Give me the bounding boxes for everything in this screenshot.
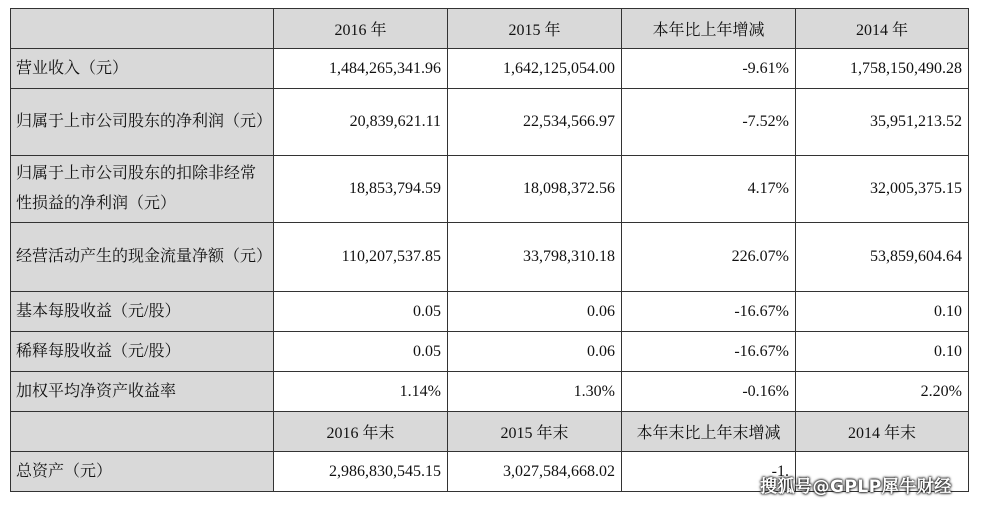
value-2015: 0.06	[448, 332, 622, 372]
header-2016: 2016 年	[274, 9, 448, 49]
financial-summary-table	[10, 8, 969, 492]
value-change: -9.61%	[622, 49, 796, 89]
value-2016: 0.05	[274, 292, 448, 332]
header-2015: 2015 年	[448, 9, 622, 49]
row-label: 经营活动产生的现金流量净额（元）	[11, 223, 274, 292]
row-label: 稀释每股收益（元/股）	[11, 332, 274, 372]
table-row	[11, 49, 969, 89]
value-2014: 53,859,604.64	[796, 223, 969, 292]
header-blank-cell	[11, 9, 274, 49]
table-row	[11, 332, 969, 372]
table-row	[11, 292, 969, 332]
value-2014: 0.10	[796, 332, 969, 372]
header-2016-yearend: 2016 年末	[274, 412, 448, 452]
value-2014: 35,951,213.52	[796, 89, 969, 156]
value-2014: 2.20%	[796, 372, 969, 412]
row-label: 基本每股收益（元/股）	[11, 292, 274, 332]
table-row	[11, 372, 969, 412]
table-row	[11, 156, 969, 223]
header-row-annual	[11, 9, 969, 49]
value-2015: 22,534,566.97	[448, 89, 622, 156]
header-blank-cell	[11, 412, 274, 452]
value-2016: 1.14%	[274, 372, 448, 412]
row-label: 归属于上市公司股东的净利润（元）	[11, 89, 274, 156]
table-row	[11, 223, 969, 292]
value-2014: 32,005,375.15	[796, 156, 969, 223]
row-label: 营业收入（元）	[11, 49, 274, 89]
value-change: -0.16%	[622, 372, 796, 412]
value-2016: 110,207,537.85	[274, 223, 448, 292]
value-2015: 1.30%	[448, 372, 622, 412]
value-change: -1.	[622, 452, 796, 492]
header-2015-yearend: 2015 年末	[448, 412, 622, 452]
value-2016: 1,484,265,341.96	[274, 49, 448, 89]
value-2015: 0.06	[448, 292, 622, 332]
source-watermark: 搜狐号@GPLP犀牛财经	[760, 477, 952, 497]
value-change: 226.07%	[622, 223, 796, 292]
header-yearend-change: 本年末比上年末增减	[622, 412, 796, 452]
value-2014: 0.10	[796, 292, 969, 332]
row-label: 总资产（元）	[11, 452, 274, 492]
table-row	[11, 89, 969, 156]
header-row-yearend	[11, 412, 969, 452]
value-2015: 3,027,584,668.02	[448, 452, 622, 492]
value-2015: 33,798,310.18	[448, 223, 622, 292]
value-2015: 1,642,125,054.00	[448, 49, 622, 89]
value-change: -7.52%	[622, 89, 796, 156]
row-label: 加权平均净资产收益率	[11, 372, 274, 412]
value-change: -16.67%	[622, 292, 796, 332]
value-2015: 18,098,372.56	[448, 156, 622, 223]
header-2014-yearend: 2014 年末	[796, 412, 969, 452]
value-2016: 20,839,621.11	[274, 89, 448, 156]
header-change: 本年比上年增减	[622, 9, 796, 49]
value-change: -16.67%	[622, 332, 796, 372]
row-label: 归属于上市公司股东的扣除非经常性损益的净利润（元）	[11, 156, 274, 223]
value-2016: 18,853,794.59	[274, 156, 448, 223]
value-change: 4.17%	[622, 156, 796, 223]
header-2014: 2014 年	[796, 9, 969, 49]
value-2016: 0.05	[274, 332, 448, 372]
value-2014: 1,758,150,490.28	[796, 49, 969, 89]
value-2016: 2,986,830,545.15	[274, 452, 448, 492]
